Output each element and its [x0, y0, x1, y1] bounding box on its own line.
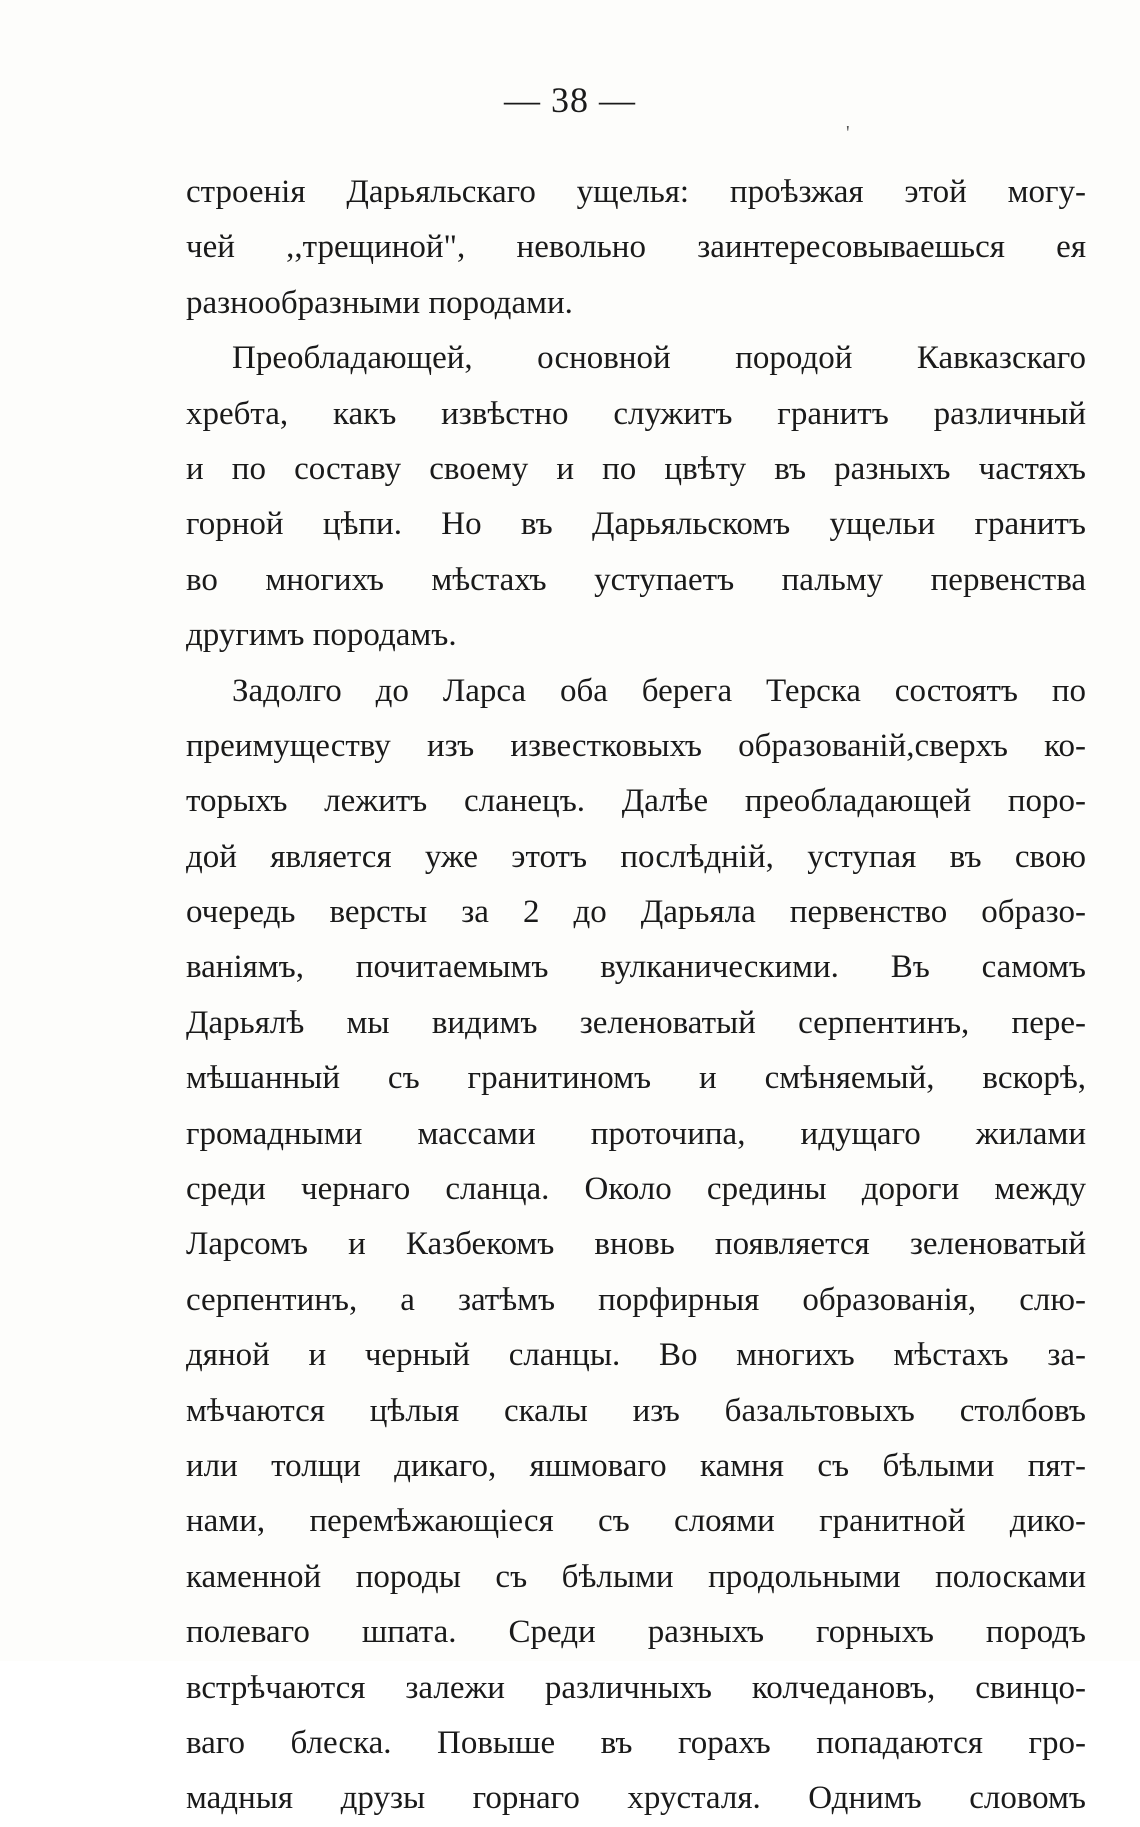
paragraph-1 — [186, 165, 1086, 331]
text-line: хребта, какъ извѣстно служитъ гранитъ различный — [186, 395, 1086, 432]
text-line: преимуществу изъ известковыхъ образованій,сверхъ ко- — [186, 727, 1086, 764]
text-line: громадными массами проточипа, идущаго жилами — [186, 1115, 1086, 1152]
text-line: дой является уже этотъ послѣдній, уступая въ свою — [186, 838, 1086, 875]
text-line: серпентинъ, а затѣмъ порфирныя образованія, слю- — [186, 1281, 1086, 1318]
body-text — [186, 165, 1086, 1827]
text-line: мѣшанный съ гранитиномъ и смѣняемый, вскорѣ, — [186, 1060, 1086, 1097]
text-line: дяной и черный сланцы. Во многихъ мѣстахъ за- — [186, 1337, 1086, 1374]
text-line: и по составу своему и по цвѣту въ разныхъ частяхъ — [186, 450, 1086, 487]
text-line: Дарьялѣ мы видимъ зеленоватый серпентинъ, пере- — [186, 1004, 1086, 1041]
text-line: встрѣчаются залежи различныхъ колчедановъ, свинцо- — [186, 1669, 1086, 1706]
text-line: строенія Дарьяльскаго ущелья: проѣзжая этой могу- — [186, 174, 1086, 210]
text-line: мадныя друзы горнаго хрусталя. Однимъ словомъ — [186, 1780, 1086, 1817]
text-line: торыхъ лежитъ сланецъ. Далѣе преобладающей поро- — [186, 783, 1086, 820]
paragraph-2 — [186, 331, 1086, 663]
text-line: Ларсомъ и Казбекомъ вновь появляется зеленоватый — [186, 1226, 1086, 1263]
text-line: разнообразными породами. — [186, 284, 573, 321]
text-line: Преобладающей, основной породой Кавказскаго — [232, 340, 1086, 377]
text-line: каменной породы съ бѣлыми продольными полосками — [186, 1558, 1086, 1595]
text-line: очередь версты за 2 до Дарьяла первенство образо- — [186, 894, 1086, 931]
page-number: — 38 — — [504, 80, 636, 120]
text-line: мѣчаются цѣлыя скалы изъ базальтовыхъ столбовъ — [186, 1392, 1086, 1429]
text-line: Задолго до Ларса оба берега Терска состоятъ по — [232, 672, 1086, 709]
text-line: ваго блеска. Повыше въ горахъ попадаются гро- — [186, 1724, 1086, 1761]
text-line: или толщи дикаго, яшмоваго камня съ бѣлыми пят- — [186, 1447, 1086, 1484]
text-line: во многихъ мѣстахъ уступаетъ пальму первенства — [186, 561, 1086, 598]
text-line: чей ,,трещиной", невольно заинтересовываешься ея — [186, 229, 1086, 266]
paragraph-3 — [186, 664, 1086, 1827]
print-speck: ' — [846, 122, 850, 144]
text-line: полеваго шпата. Среди разныхъ горныхъ породъ — [186, 1614, 1086, 1651]
text-line: ваніямъ, почитаемымъ вулканическими. Въ самомъ — [186, 949, 1086, 986]
text-line: горной цѣпи. Но въ Дарьяльскомъ ущельи гранитъ — [186, 506, 1086, 543]
text-line: нами, перемѣжающіеся съ слоями гранитной дико- — [186, 1503, 1086, 1540]
text-line: среди чернаго сланца. Около средины дороги между — [186, 1171, 1086, 1208]
text-line: другимъ породамъ. — [186, 617, 457, 654]
